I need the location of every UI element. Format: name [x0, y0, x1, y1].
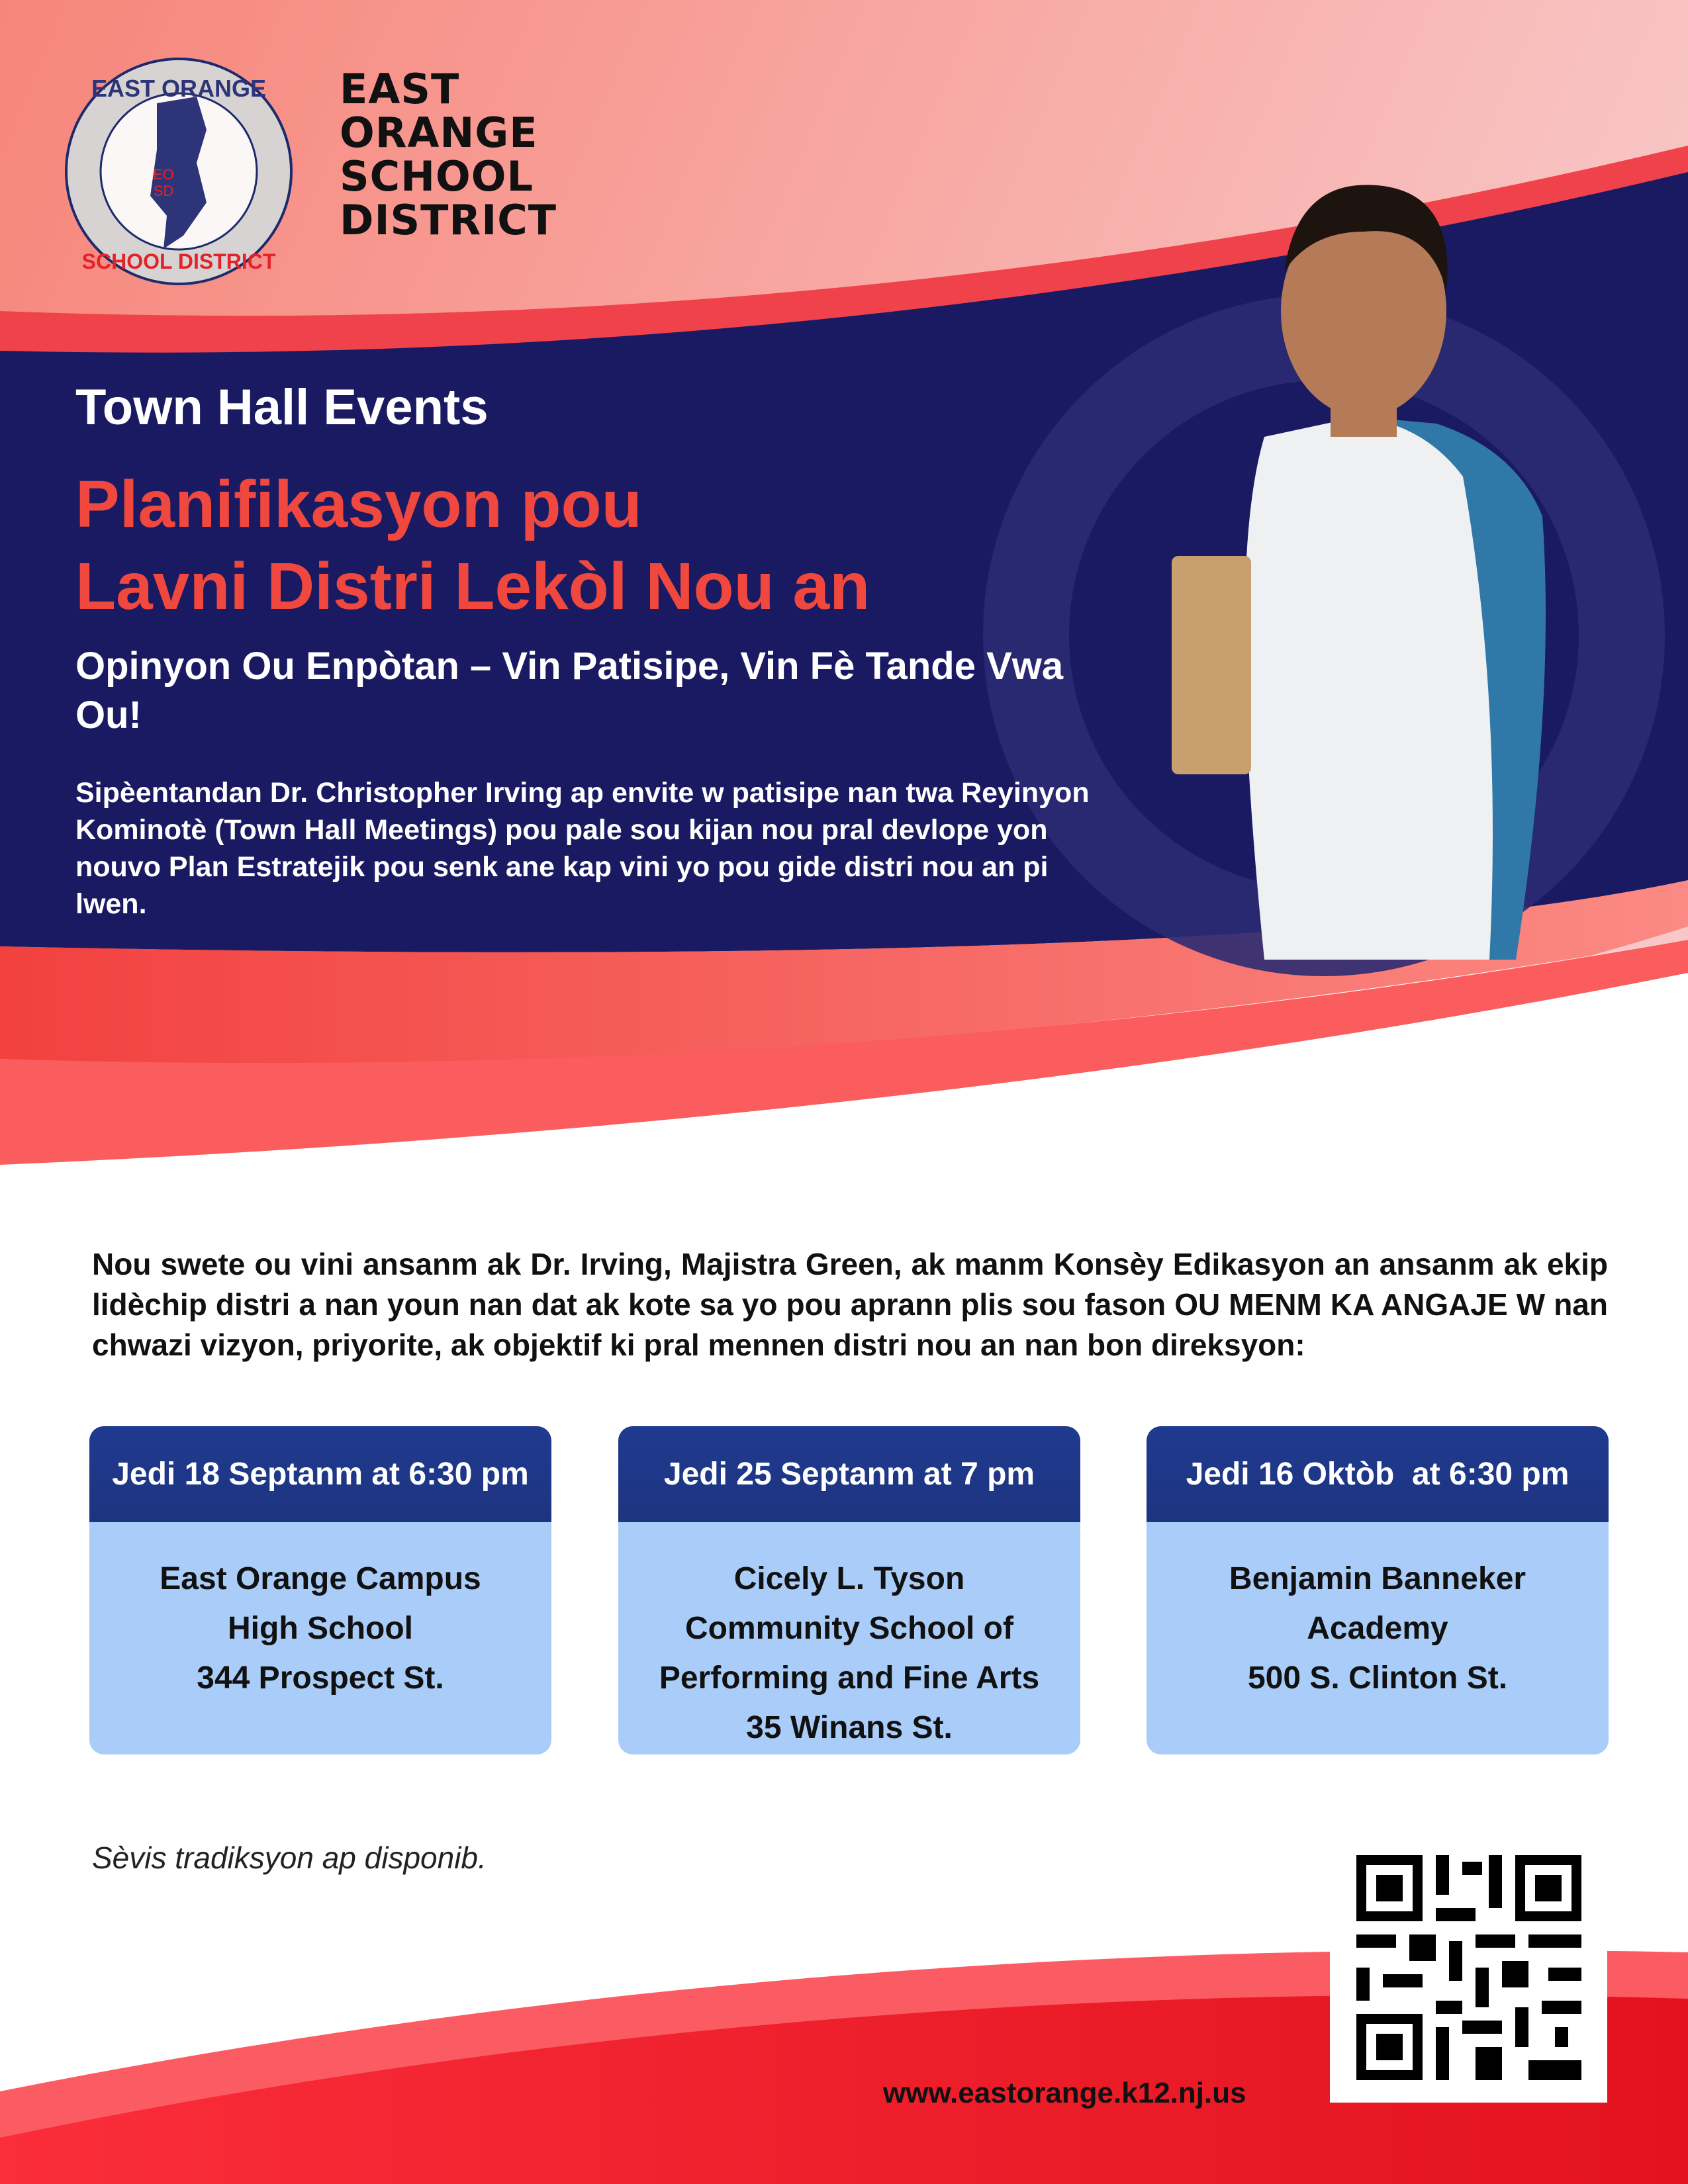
svg-text:EAST ORANGE: EAST ORANGE [91, 75, 267, 102]
event-card [1147, 1426, 1609, 1754]
qr-code-icon [1330, 1835, 1607, 2103]
qr-code[interactable] [1330, 1835, 1607, 2103]
svg-text:EO: EO [153, 166, 174, 183]
event-location [1147, 1522, 1609, 1703]
translation-note: Sèvis tradiksyon ap disponib. [92, 1841, 487, 1875]
headline-line: Lavni Distri Lekòl Nou an [75, 549, 870, 623]
subtitle: Opinyon Ou Enpòtan – Vin Patisipe, Vin Fè Tande Vwa Ou! [75, 645, 1064, 737]
location-line: 344 Prospect St. [197, 1661, 444, 1696]
event-date: Jedi 18 Septanm at 6:30 pm [89, 1426, 551, 1522]
headline-line: Planifikasyon pou [75, 467, 642, 541]
district-name [340, 65, 557, 244]
location-line: Cicely L. Tyson [733, 1561, 965, 1596]
headline [75, 463, 870, 627]
location-line: 35 Winans St. [746, 1710, 953, 1745]
location-line: Academy [1307, 1611, 1448, 1646]
event-location [89, 1522, 551, 1703]
district-name-line: DISTRICT [340, 196, 557, 244]
district-name-line: SCHOOL [340, 152, 534, 201]
event-card [618, 1426, 1080, 1754]
hero-paragraph: Sipèentandan Dr. Christopher Irving ap envite w patisipe nan twa Reyinyon Kominotè (Town Hall Meetings) pou pale sou kijan nou pral devlope yon nouvo Plan Estratejik pou senk ane kap vini yo pou gide distri nou an pi lwen. [75, 777, 1090, 920]
website-link[interactable]: www.eastorange.k12.nj.us [883, 2077, 1246, 2109]
intro-paragraph: Nou swete ou vini ansanm ak Dr. Irving, Majistra Green, ak manm Konsèy Edikasyon an ansanm ak ekip lidèchip distri a nan youn nan dat ak kote sa yo pou aprann plis sou fason OU MENM KA ANGAJE W nan chwazi vizyon, priyorite, ak objektif ki pral mennen distri nou an nan bon direksyon: [92, 1247, 1608, 1362]
district-name-line: ORANGE [340, 109, 538, 157]
event-location [618, 1522, 1080, 1752]
event-date: Jedi 25 Septanm at 7 pm [618, 1426, 1080, 1522]
event-card [89, 1426, 551, 1754]
location-line: Community School of [685, 1611, 1013, 1646]
event-date: Jedi 16 Oktòb at 6:30 pm [1147, 1426, 1609, 1522]
student-photo [1145, 106, 1688, 960]
event-kicker: Town Hall Events [75, 379, 489, 435]
location-line: Performing and Fine Arts [659, 1661, 1040, 1696]
location-line: Benjamin Banneker [1229, 1561, 1526, 1596]
district-seal-logo [64, 57, 293, 286]
svg-text:SCHOOL DISTRICT: SCHOOL DISTRICT [81, 250, 276, 273]
svg-text:SD: SD [153, 183, 174, 199]
location-line: High School [228, 1611, 413, 1646]
district-name-line: EAST [340, 65, 460, 113]
location-line: East Orange Campus [160, 1561, 481, 1596]
location-line: 500 S. Clinton St. [1247, 1661, 1508, 1696]
